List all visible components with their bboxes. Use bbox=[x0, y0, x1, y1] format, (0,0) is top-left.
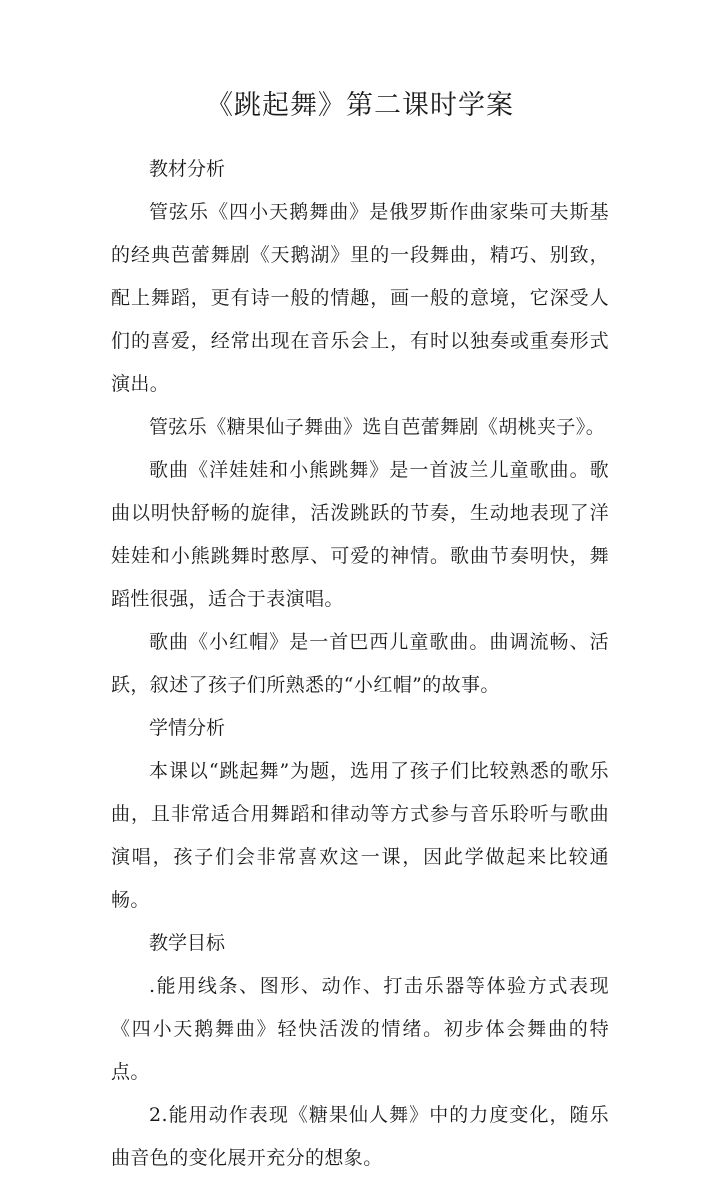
section-learner-analysis bbox=[111, 707, 609, 922]
paragraph: 歌曲《小红帽》是一首巴西儿童歌曲。曲调流畅、活跃，叙述了孩子们所熟悉的“小红帽”的故事。 bbox=[111, 631, 609, 696]
paragraph: 2.能用动作表现《糖果仙人舞》中的力度变化，随乐曲音色的变化展开充分的想象。 bbox=[111, 1104, 609, 1169]
section-materials-analysis bbox=[111, 148, 609, 707]
paragraph: .能用线条、图形、动作、打击乐器等体验方式表现《四小天鹅舞曲》轻快活泼的情绪。初步体会舞曲的特点。 bbox=[111, 975, 609, 1083]
section-teaching-objectives bbox=[111, 922, 609, 1180]
paragraph: 管弦乐《糖果仙子舞曲》选自芭蕾舞剧《胡桃夹子》。 bbox=[149, 416, 606, 438]
section-heading: 学情分析 bbox=[149, 717, 226, 739]
paragraph: 歌曲《洋娃娃和小熊跳舞》是一首波兰儿童歌曲。歌曲以明快舒畅的旋律，活泼跳跃的节奏，生动地表现了洋娃娃和小熊跳舞时憨厚、可爱的神情。歌曲节奏明快，舞蹈性很强，适合于表演唱。 bbox=[111, 459, 609, 610]
section-heading: 教学目标 bbox=[149, 932, 226, 954]
document-title: 《跳起舞》第二课时学案 bbox=[206, 90, 514, 121]
section-heading: 教材分析 bbox=[149, 158, 226, 180]
paragraph: 本课以“跳起舞”为题，选用了孩子们比较熟悉的歌乐曲，且非常适合用舞蹈和律动等方式参与音乐聆听与歌曲演唱，孩子们会非常喜欢这一课，因此学做起来比较通畅。 bbox=[111, 760, 609, 911]
paragraph: 管弦乐《四小天鹅舞曲》是俄罗斯作曲家柴可夫斯基的经典芭蕾舞剧《天鹅湖》里的一段舞曲，精巧、别致，配上舞蹈，更有诗一般的情趣，画一般的意境，它深受人们的喜爱，经常出现在音乐会上，有时以独奏或重奏形式演出。 bbox=[111, 201, 609, 395]
